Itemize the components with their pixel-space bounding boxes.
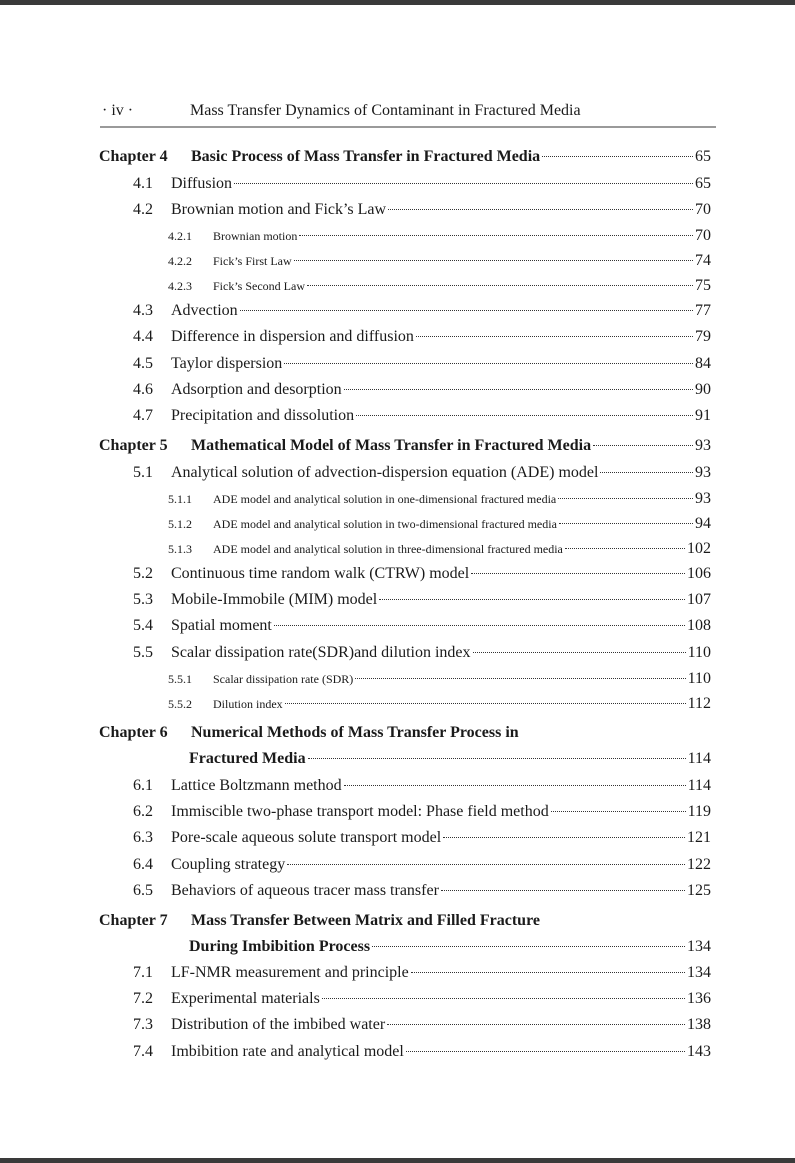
page-number: 108 — [687, 617, 711, 634]
toc-section-5-3[interactable] — [133, 591, 711, 609]
page-number: 114 — [687, 777, 711, 794]
toc-section-5-4[interactable] — [133, 617, 711, 635]
toc-chapter-7-continued[interactable] — [189, 938, 711, 956]
subsection-title: Fick’s Second Law — [213, 279, 305, 293]
section-number: 6.2 — [133, 803, 153, 820]
toc-section-7-4[interactable] — [133, 1043, 711, 1061]
section-number: 4.3 — [133, 302, 153, 319]
section-title: Continuous time random walk (CTRW) model — [171, 565, 470, 582]
dot-leader — [294, 260, 693, 261]
toc-subsection-5-5-2[interactable] — [168, 695, 711, 713]
subsection-title: Dilution index — [213, 697, 283, 711]
toc-chapter-6-heading[interactable] — [99, 724, 519, 742]
dot-leader — [441, 890, 685, 891]
page-number: 93 — [695, 437, 711, 454]
toc-section-6-3[interactable] — [133, 829, 711, 847]
dot-leader — [287, 864, 685, 865]
page-number: 110 — [687, 670, 711, 687]
toc-subsection-5-1-1[interactable] — [168, 490, 711, 508]
section-title: Coupling strategy — [171, 856, 286, 873]
dot-leader — [542, 156, 693, 157]
page-number: 70 — [695, 227, 711, 244]
page-number: 77 — [695, 302, 711, 319]
page-number: 138 — [687, 1016, 711, 1033]
toc-section-7-3[interactable] — [133, 1016, 711, 1034]
page-number: 122 — [687, 856, 711, 873]
chapter-title: Numerical Methods of Mass Transfer Process in — [191, 724, 519, 741]
page-number: 93 — [695, 490, 711, 507]
dot-leader — [558, 498, 693, 499]
section-number: 6.4 — [133, 856, 153, 873]
toc-subsection-5-1-2[interactable] — [168, 515, 711, 533]
subsection-title: ADE model and analytical solution in one-dimensional fractured media — [213, 492, 557, 506]
section-number: 6.5 — [133, 882, 153, 899]
subsection-number: 5.1.2 — [168, 517, 192, 531]
page-number: 136 — [687, 990, 711, 1007]
dot-leader — [411, 972, 685, 973]
page-number: 75 — [695, 277, 711, 294]
toc-section-4-1[interactable] — [133, 175, 711, 193]
toc-subsection-4-2-1[interactable] — [168, 227, 711, 245]
chapter-title: Mathematical Model of Mass Transfer in Fractured Media — [191, 437, 592, 454]
dot-leader — [565, 548, 685, 549]
toc-section-6-2[interactable] — [133, 803, 711, 821]
section-number: 5.1 — [133, 464, 153, 481]
section-number: 5.2 — [133, 565, 153, 582]
toc-section-5-5[interactable] — [133, 644, 711, 662]
page-number: 107 — [687, 591, 711, 608]
chapter-title: Mass Transfer Between Matrix and Filled Fracture — [191, 912, 540, 929]
subsection-number: 5.5.1 — [168, 672, 192, 686]
toc-subsection-5-5-1[interactable] — [168, 670, 711, 688]
dot-leader — [551, 811, 686, 812]
toc-subsection-5-1-3[interactable] — [168, 540, 711, 558]
section-title: Immiscible two-phase transport model: Phase field method — [171, 803, 549, 820]
toc-chapter-4[interactable] — [99, 148, 711, 166]
section-number: 4.1 — [133, 175, 153, 192]
toc-section-4-5[interactable] — [133, 355, 711, 373]
section-title: Scalar dissipation rate(SDR)and dilution index — [171, 644, 471, 661]
section-number: 7.4 — [133, 1043, 153, 1060]
page-number: 134 — [687, 938, 711, 955]
toc-section-5-2[interactable] — [133, 565, 711, 583]
page-number: 74 — [695, 252, 711, 269]
dot-leader — [355, 678, 685, 679]
dot-leader — [387, 1024, 685, 1025]
section-title: Advection — [171, 302, 238, 319]
section-title: Adsorption and desorption — [171, 381, 342, 398]
page-number: 70 — [695, 201, 711, 218]
dot-leader — [443, 837, 685, 838]
section-title: Difference in dispersion and diffusion — [171, 328, 414, 345]
chapter-title-continued: During Imbibition Process — [189, 938, 371, 955]
section-title: Diffusion — [171, 175, 233, 192]
section-title: Taylor dispersion — [171, 355, 283, 372]
subsection-number: 4.2.1 — [168, 229, 192, 243]
toc-section-7-2[interactable] — [133, 990, 711, 1008]
page-number: 114 — [687, 750, 711, 767]
toc-section-7-1[interactable] — [133, 964, 711, 982]
page-number: 90 — [695, 381, 711, 398]
subsection-title: ADE model and analytical solution in two-dimensional fractured media — [213, 517, 557, 531]
chapter-number: Chapter 7 — [99, 912, 168, 929]
section-number: 4.6 — [133, 381, 153, 398]
page-number: 79 — [695, 328, 711, 345]
dot-leader — [388, 209, 693, 210]
section-number: 5.4 — [133, 617, 153, 634]
toc-section-6-1[interactable] — [133, 777, 711, 795]
section-number: 4.4 — [133, 328, 153, 345]
toc-chapter-5[interactable] — [99, 437, 711, 455]
section-number: 6.1 — [133, 777, 153, 794]
toc-subsection-4-2-3[interactable] — [168, 277, 711, 295]
chapter-title: Basic Process of Mass Transfer in Fractured Media — [191, 148, 541, 165]
toc-section-6-4[interactable] — [133, 856, 711, 874]
running-header — [100, 102, 716, 124]
bottom-border — [0, 1158, 795, 1163]
section-title: Analytical solution of advection-dispersion equation (ADE) model — [171, 464, 599, 481]
dot-leader — [284, 363, 693, 364]
subsection-title: ADE model and analytical solution in three-dimensional fractured media — [213, 542, 563, 556]
page-number: 143 — [687, 1043, 711, 1060]
toc-section-4-4[interactable] — [133, 328, 711, 346]
subsection-number: 5.5.2 — [168, 697, 192, 711]
section-title: LF-NMR measurement and principle — [171, 964, 409, 981]
dot-leader — [299, 235, 693, 236]
dot-leader — [372, 946, 685, 947]
dot-leader — [285, 703, 686, 704]
dot-leader — [406, 1051, 685, 1052]
section-number: 7.1 — [133, 964, 153, 981]
subsection-number: 4.2.2 — [168, 254, 192, 268]
dot-leader — [234, 183, 693, 184]
section-title: Mobile-Immobile (MIM) model — [171, 591, 378, 608]
subsection-number: 4.2.3 — [168, 279, 192, 293]
section-number: 4.2 — [133, 201, 153, 218]
section-number: 4.5 — [133, 355, 153, 372]
toc-chapter-7-heading[interactable] — [99, 912, 540, 930]
section-number: 7.2 — [133, 990, 153, 1007]
dot-leader — [308, 758, 686, 759]
dot-leader — [471, 573, 685, 574]
subsection-title: Brownian motion — [213, 229, 298, 243]
section-title: Brownian motion and Fick’s Law — [171, 201, 387, 218]
section-title: Experimental materials — [171, 990, 320, 1007]
dot-leader — [379, 599, 685, 600]
chapter-number: Chapter 6 — [99, 724, 168, 741]
section-title: Lattice Boltzmann method — [171, 777, 342, 794]
section-number: 5.3 — [133, 591, 153, 608]
page-number: 94 — [695, 515, 711, 532]
chapter-number: Chapter 5 — [99, 437, 168, 454]
toc-subsection-4-2-2[interactable] — [168, 252, 711, 270]
page-number: 91 — [695, 407, 711, 424]
toc-section-4-6[interactable] — [133, 381, 711, 399]
section-number: 6.3 — [133, 829, 153, 846]
section-title: Precipitation and dissolution — [171, 407, 355, 424]
dot-leader — [307, 285, 693, 286]
page-number: 119 — [687, 803, 711, 820]
subsection-number: 5.1.1 — [168, 492, 192, 506]
page-number: 125 — [687, 882, 711, 899]
dot-leader — [344, 785, 686, 786]
dot-leader — [473, 652, 686, 653]
page-number: 65 — [695, 175, 711, 192]
dot-leader — [416, 336, 693, 337]
page-number: 106 — [687, 565, 711, 582]
section-title: Spatial moment — [171, 617, 272, 634]
section-number: 7.3 — [133, 1016, 153, 1033]
chapter-title-continued: Fractured Media — [189, 750, 306, 767]
section-title: Imbibition rate and analytical model — [171, 1043, 404, 1060]
dot-leader — [559, 523, 693, 524]
page-number: 110 — [687, 644, 711, 661]
section-title: Distribution of the imbibed water — [171, 1016, 386, 1033]
toc-section-4-2[interactable] — [133, 201, 711, 219]
section-title: Behaviors of aqueous tracer mass transfer — [171, 882, 439, 899]
section-title: Pore-scale aqueous solute transport model — [171, 829, 442, 846]
dot-leader — [593, 445, 693, 446]
toc-section-4-3[interactable] — [133, 302, 711, 320]
dot-leader — [600, 472, 693, 473]
page-number: 121 — [687, 829, 711, 846]
section-number: 4.7 — [133, 407, 153, 424]
dot-leader — [274, 625, 685, 626]
page-number: 112 — [687, 695, 711, 712]
page-number: 102 — [687, 540, 711, 557]
page-number: 134 — [687, 964, 711, 981]
top-border — [0, 0, 795, 5]
page-folio: · iv · — [102, 102, 134, 119]
toc-section-4-7[interactable] — [133, 407, 711, 425]
toc-section-6-5[interactable] — [133, 882, 711, 900]
chapter-number: Chapter 4 — [99, 148, 168, 165]
subsection-title: Scalar dissipation rate (SDR) — [213, 672, 354, 686]
toc-section-5-1[interactable] — [133, 464, 711, 482]
dot-leader — [322, 998, 685, 999]
dot-leader — [356, 415, 693, 416]
page-number: 93 — [695, 464, 711, 481]
book-title: Mass Transfer Dynamics of Contaminant in Fractured Media — [190, 102, 581, 119]
subsection-title: Fick’s First Law — [213, 254, 292, 268]
dot-leader — [344, 389, 693, 390]
toc-chapter-6-continued[interactable] — [189, 750, 711, 768]
page-number: 65 — [695, 148, 711, 165]
header-rule — [100, 126, 716, 128]
section-number: 5.5 — [133, 644, 153, 661]
subsection-number: 5.1.3 — [168, 542, 192, 556]
dot-leader — [240, 310, 693, 311]
page-number: 84 — [695, 355, 711, 372]
